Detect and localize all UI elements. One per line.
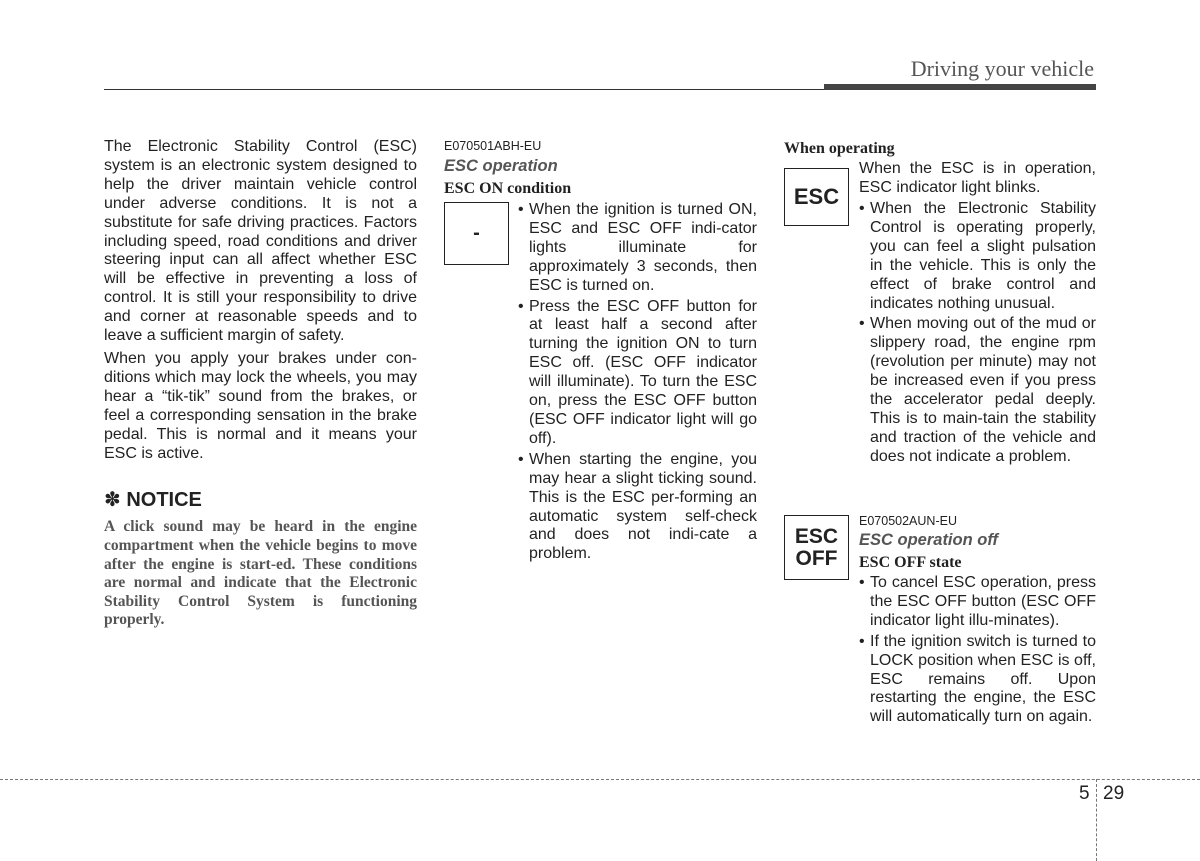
when-operating-list <box>859 200 1096 469</box>
page-number: 29 <box>1103 783 1125 804</box>
condition-heading: ESC OFF state <box>859 554 962 571</box>
list-item <box>859 633 1096 728</box>
bullet-icon: • <box>859 574 865 591</box>
intro-paragraph-1: The Electronic Stability Control (ESC) system is an electronic system designed to help the driver maintain vehicle control under adverse conditions. It is not a substitute for safe driving practices. Factors including speed, road conditions and driver steering input can all affect whether ESC will be effective in preventing a loss of control. It is still your responsibility to drive and corner at reasonable speeds and to leave a sufficient margin of safety. <box>104 138 417 345</box>
list-item <box>859 315 1096 466</box>
bullet-icon: • <box>518 201 524 218</box>
esc-icon-label: ESC <box>793 184 840 209</box>
list-item-text: Press the ESC OFF button for at least half a second after turning the ignition ON to turn ESC off. (ESC OFF indicator will illuminate). To turn the ESC on, press the ESC OFF button (ESC OFF indicator light will go off). <box>529 297 757 447</box>
when-operating-intro: When the ESC is in operation, ESC indicator light blinks. <box>859 160 1096 196</box>
indicator-icon: - <box>473 222 480 244</box>
notice-text: A click sound may be heard in the engine compartment when the vehicle begins to move after the engine is start-ed. These conditions are normal and indicate that the Electronic Stability Control System is functioning properly. <box>104 518 417 629</box>
esc-indicator-icon <box>784 168 849 226</box>
list-item-text: To cancel ESC operation, press the ESC OFF button (ESC OFF indicator light illu-minates). <box>870 574 1096 629</box>
esc-off-icon-line2: OFF <box>795 546 838 570</box>
list-item-text: When moving out of the mud or slippery road, the engine rpm (revolution per minute) may not be increased even if you press the accelerator pedal deeply. This is to main-tain the stability and traction of the vehicle and does not indicate a problem. <box>870 315 1096 465</box>
bullet-icon: • <box>859 315 865 333</box>
list-item <box>859 200 1096 313</box>
when-operating-heading: When operating <box>784 140 895 157</box>
section-number: 5 <box>1079 783 1090 804</box>
bullet-icon: • <box>518 297 524 315</box>
list-item-text: When the ignition is turned ON, ESC and ESC OFF indi-cator lights illuminate for approximately 3 seconds, then ESC is turned on. <box>529 201 757 294</box>
section-heading: ESC operation off <box>859 531 999 549</box>
intro-column <box>104 138 417 630</box>
list-item-text: When starting the engine, you may hear a slight ticking sound. This is the ESC per-forming an automatic system self-check and does not indi-cate a problem. <box>529 450 757 563</box>
section-code: E070502AUN-EU <box>859 514 957 528</box>
section-title: Driving your vehicle <box>910 56 1094 81</box>
notice-heading: ✽ NOTICE <box>104 489 202 512</box>
condition-heading: ESC ON condition <box>444 180 572 197</box>
list-item-text: If the ignition switch is turned to LOCK position when ESC is off, ESC remains off. Upon restarting the engine, the ESC will automatically turn on again. <box>870 632 1096 726</box>
list-item <box>518 201 757 296</box>
header-divider-bar <box>824 84 1096 90</box>
footer-divider <box>0 779 1200 780</box>
esc-off-list <box>859 574 1096 729</box>
list-item-text: When the Electronic Stability Control is operating properly, you can feel a slight pulsation in the vehicle. This is only the effect of brake control and indicates nothing unusual. <box>870 200 1096 312</box>
bullet-icon: • <box>859 632 865 650</box>
section-code: E070501ABH-EU <box>444 139 542 153</box>
indicator-icon-box <box>444 202 509 265</box>
esc-off-indicator-icon <box>784 515 849 580</box>
on-condition-list <box>518 201 757 566</box>
list-item <box>518 298 757 449</box>
list-item <box>859 574 1096 631</box>
esc-off-icon-line1: ESC <box>794 524 839 548</box>
footer-vertical-divider <box>1096 779 1097 861</box>
header-divider <box>104 89 824 90</box>
list-item <box>518 451 757 564</box>
bullet-icon: • <box>518 450 524 468</box>
intro-paragraph-2: When you apply your brakes under con-ditions which may lock the wheels, you may hear a “tik-tik” sound from the brakes, or feel a corresponding sensation in the brake pedal. This is normal and it means your ESC is active. <box>104 349 417 462</box>
section-heading: ESC operation <box>444 157 558 175</box>
bullet-icon: • <box>859 200 865 217</box>
